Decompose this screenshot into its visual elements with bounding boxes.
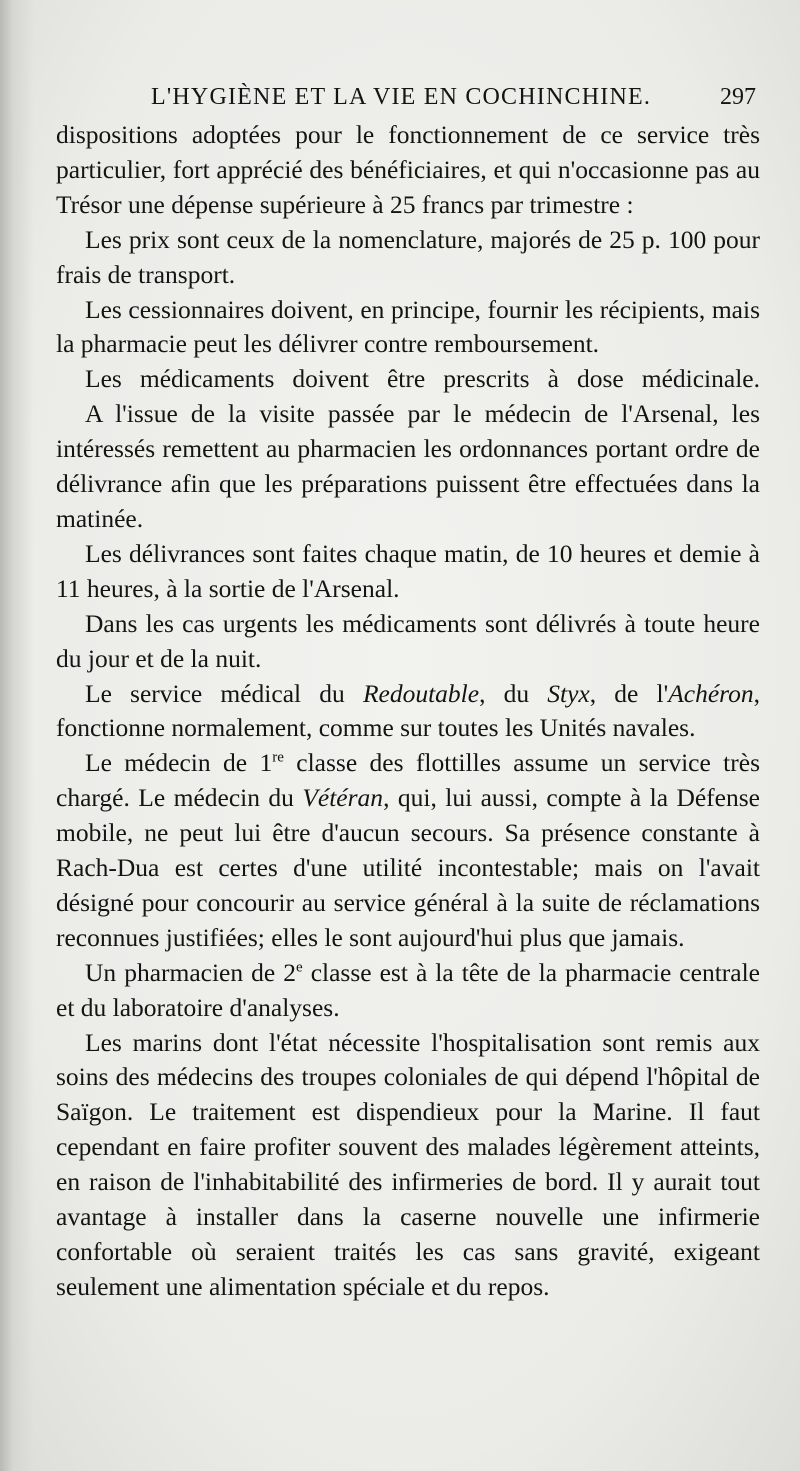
running-title: L'HYGIÈNE ET LA VIE EN COCHINCHINE. xyxy=(151,84,652,110)
superscript-text: e xyxy=(296,959,303,976)
paragraph xyxy=(56,1026,760,1305)
paragraph xyxy=(56,293,760,363)
text-segment: Un pharmacien de 2 xyxy=(85,957,296,987)
paragraph xyxy=(56,537,760,607)
body-text xyxy=(56,118,760,1305)
text-segment: Les marins dont l'état nécessite l'hospitalisation sont remis aux soins des médecins des troupes coloniales de qui dépend l'hôpital de Saïgon. Le traitement est dispendieux pour la Marine. Il faut cependant en faire profiter souvent des malades légèrement atteints, en raison de l'inhabitabilité des infirmeries de bord. Il y aurait tout avantage à installer dans la caserne nouvelle une infirmerie confortable où seraient traités les cas sans gravité, exigeant seulement une alimentation spéciale et du repos. xyxy=(56,1027,760,1301)
italic-text: Achéron xyxy=(668,678,754,708)
paragraph xyxy=(56,118,760,223)
text-segment: dispositions adoptées pour le fonctionnement de ce service très particulier, fort apprécié des bénéficiaires, et qui n'occasionne pas au Trésor une dépense supérieure à 25 francs par trimestre : xyxy=(56,120,760,219)
running-header xyxy=(56,80,756,116)
text-segment: classe est à la tête de la pharmacie centrale et du laboratoire d'analyses. xyxy=(56,957,760,1022)
text-segment: Les prix sont ceux de la nomenclature, majorés de 25 p. 100 pour frais de transport. xyxy=(56,224,760,289)
text-segment: Les cessionnaires doivent, en principe, fournir les récipients, mais la pharmacie peut les délivrer contre remboursement. xyxy=(56,294,760,359)
italic-text: Redoutable xyxy=(362,678,480,708)
paragraph xyxy=(56,677,760,747)
italic-text: Vétéran xyxy=(302,783,384,813)
paragraph xyxy=(56,397,760,537)
italic-text: Styx xyxy=(547,678,590,708)
binding-shadow xyxy=(0,0,34,1471)
text-segment: Le service médical du xyxy=(85,678,363,708)
text-segment: Le médecin de 1 xyxy=(85,748,273,778)
text-segment: , de l' xyxy=(589,678,669,708)
paragraph xyxy=(56,956,760,1026)
text-segment: A l'issue de la visite passée par le médecin de l'Arsenal, les intéressés remettent au pharmacien les ordonnances portant ordre de délivrance afin que les préparations puissent être effectuées dans la matinée. xyxy=(56,399,760,533)
page-number: 297 xyxy=(720,84,756,110)
text-segment: Dans les cas urgents les médicaments sont délivrés à toute heure du jour et de la nuit. xyxy=(56,608,760,673)
paragraph xyxy=(56,607,760,677)
paragraph xyxy=(56,746,760,955)
text-segment: , du xyxy=(479,678,548,708)
text-segment: , fonctionne normalement, comme sur toutes les Unités navales. xyxy=(56,678,761,743)
text-segment: classe des flottilles assume un service très chargé. Le médecin du xyxy=(56,748,760,813)
text-segment: Les médicaments doivent être prescrits à dose médicinale. xyxy=(85,364,760,394)
text-segment: , qui, lui aussi, compte à la Défense mobile, ne peut lui être d'aucun secours. Sa présence constante à Rach-Dua est certes d'une utilité incontestable; mais on l'avait désigné pour concourir au service général à la suite de réclamations reconnues justifiées; elles le sont aujourd'hui plus que jamais. xyxy=(56,783,760,952)
superscript-text: re xyxy=(272,749,284,766)
text-segment: Les délivrances sont faites chaque matin, de 10 heures et demie à 11 heures, à la sortie de l'Arsenal. xyxy=(56,538,760,603)
paragraph xyxy=(56,223,760,293)
paragraph xyxy=(56,362,760,397)
